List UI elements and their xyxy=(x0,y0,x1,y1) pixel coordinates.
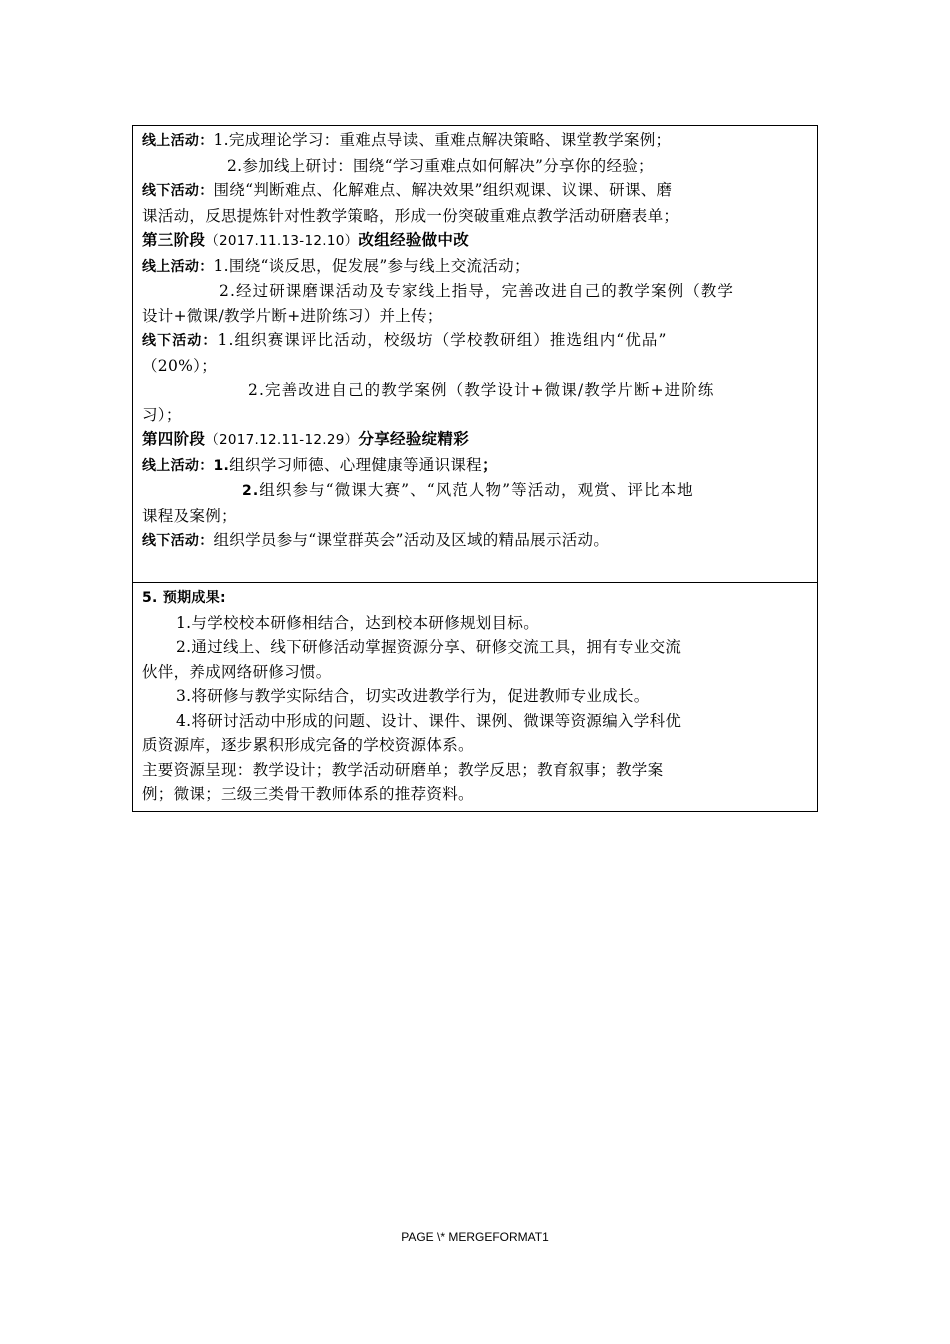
text-line xyxy=(142,403,808,428)
blank-line xyxy=(142,554,808,579)
resources-line xyxy=(142,782,808,807)
result-item-continued xyxy=(142,733,808,758)
text-line xyxy=(142,279,808,304)
online-activity-label: 线上活动： xyxy=(142,457,214,474)
result-item xyxy=(142,635,808,660)
line-text: 组织学习师德、心理健康等通识课程 xyxy=(229,455,482,474)
resources-line xyxy=(142,758,808,783)
stage-heading xyxy=(142,427,808,453)
line-text: 组织学员参与“课堂群英会”活动及区域的精品展示活动。 xyxy=(213,531,610,549)
result-item xyxy=(142,709,808,734)
stage-date: （2017.11.13-12.10） xyxy=(205,233,359,249)
line-text: 课活动，反思提炼针对性教学策略，形成一份突破重难点教学活动研磨表单； xyxy=(142,206,680,225)
stage-date: （2017.12.11-12.29） xyxy=(205,432,359,448)
text-line xyxy=(142,453,808,479)
text-line xyxy=(142,378,808,403)
section-title xyxy=(142,585,808,611)
line-text: 2.完善改进自己的教学案例（教学设计+微课/教学片断+进阶练 xyxy=(248,381,715,399)
text-line xyxy=(142,304,808,329)
text-line xyxy=(142,328,808,354)
result-item xyxy=(142,684,808,709)
item-number: 1. xyxy=(213,457,230,474)
line-text: 设计+微课/教学片断+进阶练习）并上传； xyxy=(142,306,443,325)
offline-activity-label: 线下活动： xyxy=(142,333,218,349)
result-item-continued xyxy=(142,660,808,685)
page-footer: PAGE \* MERGEFORMAT1 xyxy=(401,1230,549,1244)
line-text: 1.与学校校本研修相结合，达到校本研修规划目标。 xyxy=(176,613,539,632)
line-text: 2.通过线上、线下研修活动掌握资源分享、研修交流工具，拥有专业交流 xyxy=(176,638,682,656)
line-text: 1.围绕“谈反思，促发展”参与线上交流活动； xyxy=(213,256,530,275)
text-line xyxy=(142,504,808,529)
activities-cell xyxy=(133,126,817,582)
stage-title: 第四阶段 xyxy=(142,430,206,448)
text-line xyxy=(142,204,808,229)
line-text: 1.组织赛课评比活动，校级坊（学校教研组）推选组内“优品” xyxy=(217,331,668,349)
line-text: 1.完成理论学习：重难点导读、重难点解决策略、课堂教学案例； xyxy=(213,131,672,149)
text-line xyxy=(142,528,808,554)
line-text: 4.将研讨活动中形成的问题、设计、课件、课例、微课等资源编入学科优 xyxy=(176,711,682,730)
line-text: 2.经过研课磨课活动及专家线上指导，完善改进自己的教学案例（教学 xyxy=(219,282,734,300)
results-title: 5. 预期成果: xyxy=(142,590,226,606)
stage-subtitle: 改组经验做中改 xyxy=(358,231,470,249)
stage-subtitle: 分享经验绽精彩 xyxy=(358,430,470,448)
text-line xyxy=(142,178,808,204)
results-cell xyxy=(133,582,817,811)
line-text: （20%）； xyxy=(142,356,218,375)
line-text: 3.将研修与教学实际结合，切实改进教学行为，促进教师专业成长。 xyxy=(176,687,650,705)
item-number: 2. xyxy=(242,483,260,499)
line-text: 例；微课；三级三类骨干教师体系的推荐资料。 xyxy=(142,785,474,803)
offline-activity-label: 线下活动： xyxy=(142,533,214,549)
text-line xyxy=(142,154,808,179)
stage-title: 第三阶段 xyxy=(142,231,206,249)
text-line xyxy=(142,354,808,379)
line-text: 主要资源呈现：教学设计；教学活动研磨单；教学反思；教育叙事；教学案 xyxy=(142,760,664,779)
stage-heading xyxy=(142,228,808,254)
result-item xyxy=(142,611,808,636)
line-text: 围绕“判断难点、化解难点、解决效果”组织观课、议课、研课、磨 xyxy=(213,181,673,199)
text-line xyxy=(142,128,808,154)
line-end: ； xyxy=(481,454,498,474)
line-text: 课程及案例； xyxy=(142,506,237,525)
line-text: 习）； xyxy=(142,405,182,424)
online-activity-label: 线上活动： xyxy=(142,133,214,149)
line-text: 伙伴，养成网络研修习惯。 xyxy=(142,662,332,681)
offline-activity-label: 线下活动： xyxy=(142,183,214,199)
online-activity-label: 线上活动： xyxy=(142,258,214,275)
text-line xyxy=(142,254,808,280)
plan-table xyxy=(132,125,818,812)
line-text: 质资源库，逐步累积形成完备的学校资源体系。 xyxy=(142,736,474,754)
line-text: 组织参与“微课大赛”、“风范人物”等活动，观赏、评比本地 xyxy=(259,481,694,499)
line-text: 2.参加线上研讨：围绕“学习重难点如何解决”分享你的经验； xyxy=(227,156,654,175)
text-line xyxy=(142,478,808,504)
